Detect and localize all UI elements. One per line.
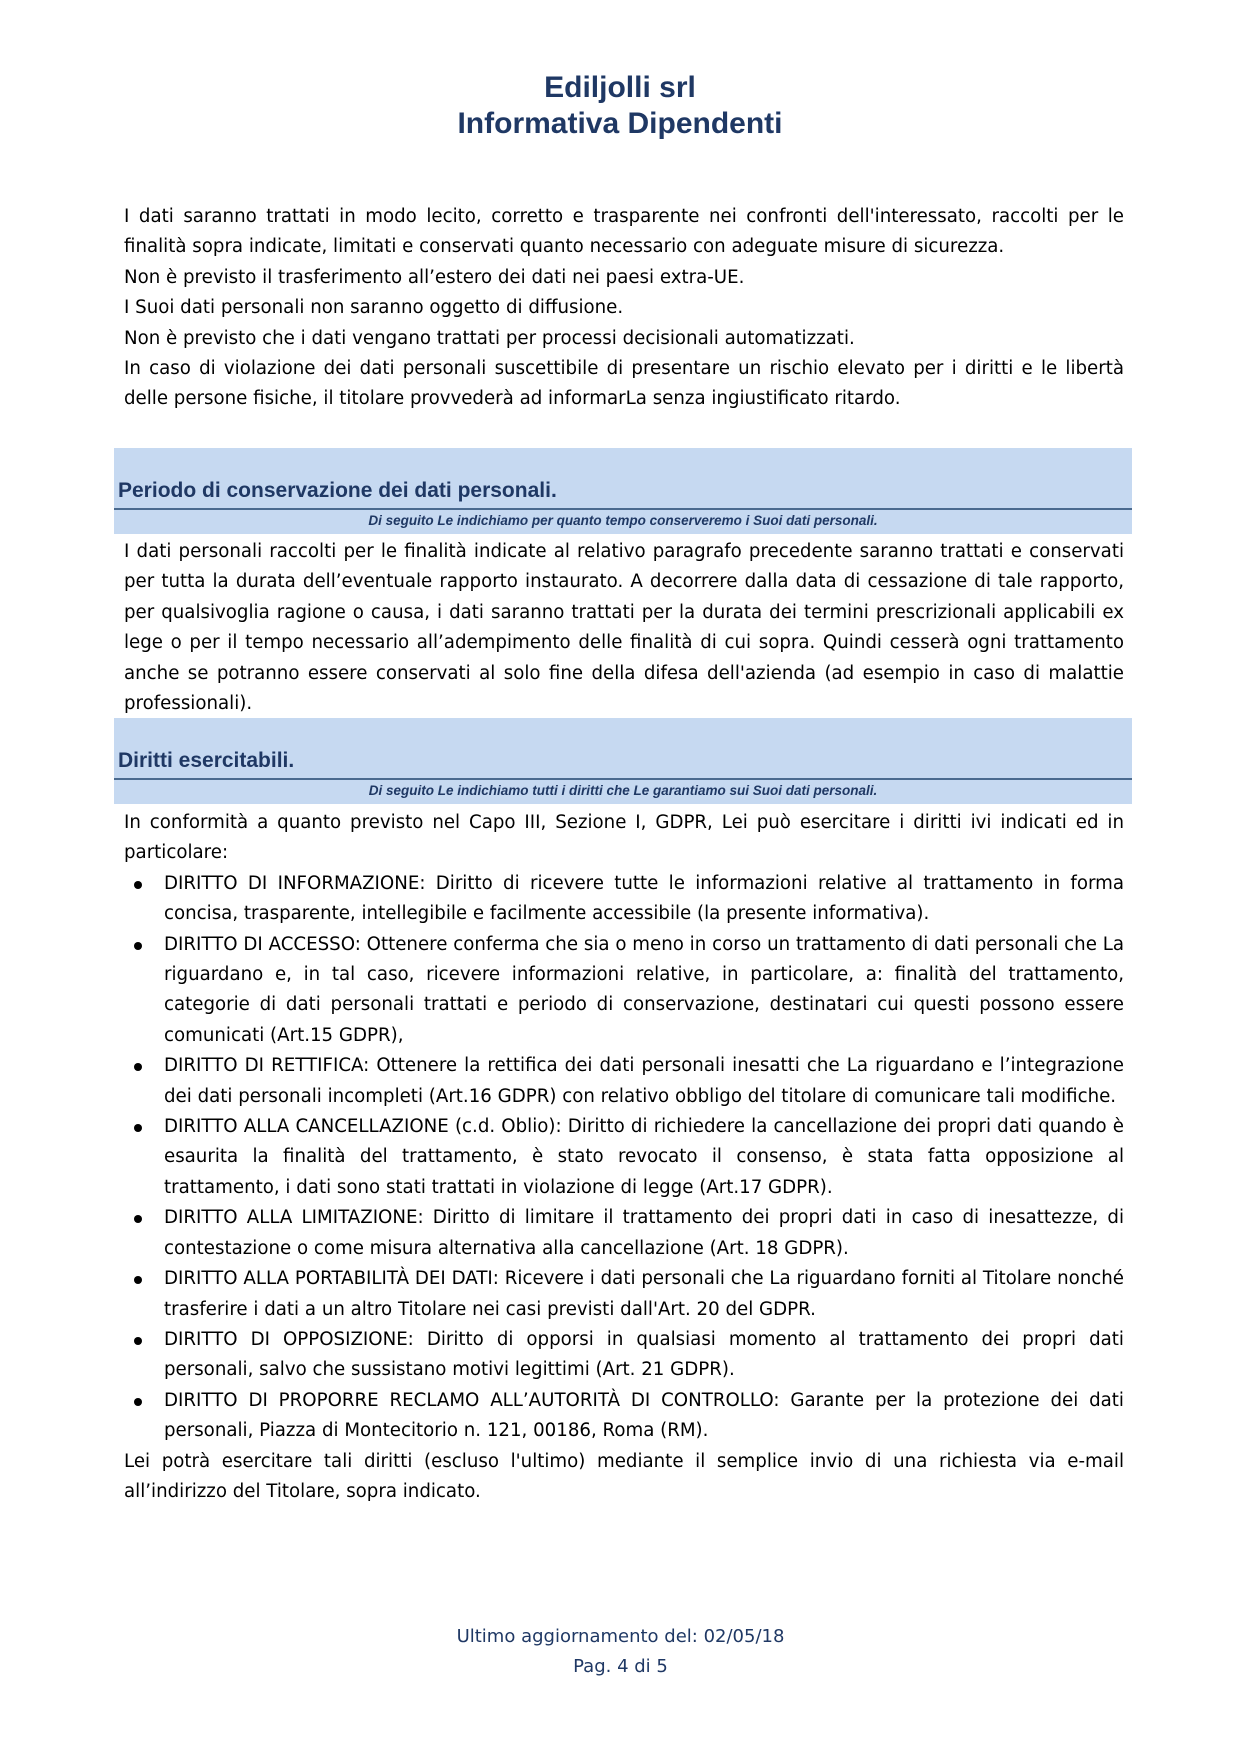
list-item [124,930,1124,1052]
rights-intro: In conformità a quanto previsto nel Capo III, Sezione I, GDPR, Lei può esercitare i diritti ivi indicati ed in particolare: [124,812,1124,864]
section-header-rights [114,718,1132,804]
company-name: Ediljolli srl [544,71,696,104]
right-text: DIRITTO DI ACCESSO: Ottenere conferma che sia o meno in corso un trattamento di dati personali che La riguardano e, in tal caso, ricevere informazioni relative, in particolare, a: finalità del trattamento, categorie di dati personali trattati e periodo di conservazione, destinatari cui questi possono essere comunicati (Art.15 GDPR), [164,933,1124,1046]
list-item [124,1203,1124,1264]
list-item [124,1264,1124,1325]
right-text: DIRITTO DI RETTIFICA: Ottenere la rettifica dei dati personali inesatti che La riguardano e l’integrazione dei dati personali incompleti (Art.16 GDPR) con relativo obbligo del titolare di comunicare tali modifiche. [164,1055,1124,1107]
bullet-icon [134,1337,142,1345]
section-divider [114,778,1132,780]
intro-paragraph: In caso di violazione dei dati personali suscettibile di presentare un rischio elevato per i diritti e le libertà delle persone fisiche, il titolare provvederà ad informarLa senza ingiustificato ritardo. [124,358,1124,410]
rights-list [124,869,1124,1447]
list-item [124,869,1124,930]
right-text: DIRITTO ALLA CANCELLAZIONE (c.d. Oblio): Diritto di richiedere la cancellazione dei propri dati quando è esaurita la finalità del trattamento, è stato revocato il consenso, è stata fatta opposizione al trattamento, i dati sono stati trattati in violazione di legge (Art.17 GDPR). [164,1116,1124,1198]
right-text: DIRITTO ALLA PORTABILITÀ DEI DATI: Ricevere i dati personali che La riguardano forniti al Titolare nonché trasferire i dati a un altro Titolare nei casi previsti dall'Art. 20 del GDPR. [164,1268,1124,1320]
section-subtitle: Di seguito Le indichiamo per quanto tempo conserveremo i Suoi dati personali. [368,513,878,528]
bullet-icon [134,1398,142,1406]
list-item [124,1386,1124,1447]
intro-paragraph: I Suoi dati personali non saranno oggetto di diffusione. [124,297,624,319]
intro-block [124,202,1124,415]
document-title: Informativa Dipendenti [457,107,783,140]
page-footer [0,1622,1241,1682]
bullet-icon [134,1215,142,1223]
section-subtitle: Di seguito Le indichiamo tutti i diritti che Le garantiamo sui Suoi dati personali. [368,783,878,798]
section-title: Diritti esercitabili. [118,749,295,772]
intro-paragraph: I dati saranno trattati in modo lecito, corretto e trasparente nei confronti dell'interessato, raccolti per le finalità sopra indicate, limitati e conservati quanto necessario con adeguate misure di sicurezza. [124,206,1124,258]
section-header-retention [114,448,1132,534]
last-updated: Ultimo aggiornamento del: 02/05/18 [456,1626,785,1647]
bullet-icon [134,942,142,950]
page-number: Pag. 4 di 5 [573,1656,668,1677]
right-text: DIRITTO DI INFORMAZIONE: Diritto di ricevere tutte le informazioni relative al trattamento in forma concisa, trasparente, intellegibile e facilmente accessibile (la presente informativa). [164,872,1124,925]
retention-paragraph: I dati personali raccolti per le finalità indicate al relativo paragrafo precedente saranno trattati e conservati per tutta la durata dell’eventuale rapporto instaurato. A decorrere dalla data di cessazione di tale rapporto, per qualsivoglia ragione o causa, i dati saranno trattati per la durata dei termini prescrizionali applicabili ex lege o per il tempo necessario all’adempimento delle finalità di cui sopra. Quindi cesserà ogni trattamento anche se potranno essere conservati al solo fine della difesa dell'azienda (ad esempio in caso di malattie professionali). [124,541,1124,715]
rights-closing: Lei potrà esercitare tali diritti (escluso l'ultimo) mediante il semplice invio di una richiesta via e-mail all’indirizzo del Titolare, sopra indicato. [124,1450,1124,1502]
right-text: DIRITTO DI OPPOSIZIONE: Diritto di opporsi in qualsiasi momento al trattamento dei propri dati personali, salvo che sussistano motivi legittimi (Art. 21 GDPR). [164,1328,1124,1381]
section-divider [114,508,1132,510]
list-item [124,1325,1124,1386]
list-item [124,1112,1124,1203]
section-title: Periodo di conservazione dei dati personali. [118,479,557,502]
document-header [115,70,1125,142]
right-text: DIRITTO DI PROPORRE RECLAMO ALL’AUTORITÀ DI CONTROLLO: Garante per la protezione dei dati personali, Piazza di Montecitorio n. 121, 00186, Roma (RM). [164,1389,1124,1442]
intro-paragraph: Non è previsto il trasferimento all’estero dei dati nei paesi extra-UE. [124,266,745,288]
bullet-icon [134,1124,142,1132]
right-text: DIRITTO ALLA LIMITAZIONE: Diritto di limitare il trattamento dei propri dati in caso di inesattezze, di contestazione o come misura alternativa alla cancellazione (Art. 18 GDPR). [164,1207,1124,1259]
retention-block [124,537,1124,719]
intro-paragraph: Non è previsto che i dati vengano trattati per processi decisionali automatizzati. [124,327,855,349]
rights-block [124,808,1124,1507]
bullet-icon [134,1276,142,1284]
bullet-icon [134,881,142,889]
bullet-icon [134,1063,142,1071]
list-item [124,1051,1124,1112]
